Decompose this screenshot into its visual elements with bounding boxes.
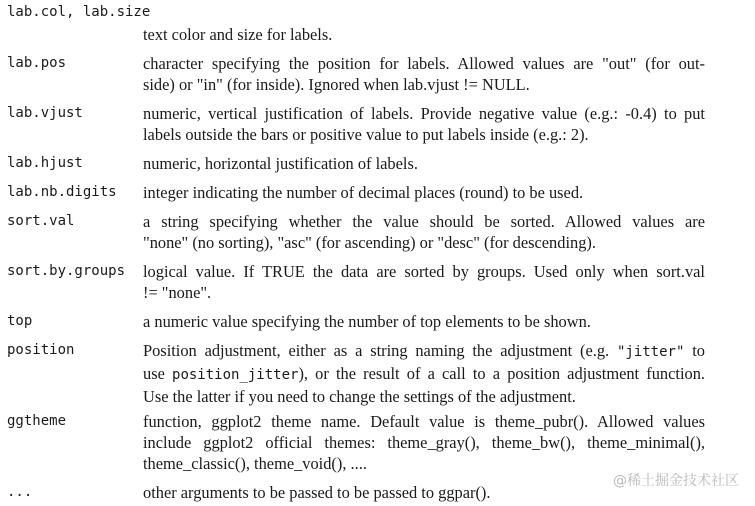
arg-desc-line: text color and size for labels. [143,25,333,44]
text-run: ), or the result of a call to a position adjustment function. [298,364,705,383]
arg-name-lab-pos: lab.pos [7,55,67,71]
arg-desc-sort-val [143,211,705,253]
arg-desc-line: integer indicating the number of decimal places (round) to be used. [143,183,584,202]
arg-desc-lab-hjust [143,153,705,174]
arg-desc-line: != "none". [143,283,212,302]
arg-desc-line: logical value. If TRUE the data are sorted by groups. Used only when sort.val [143,262,705,281]
code-position-jitter: position_jitter [172,367,299,383]
text-run: to [684,341,705,360]
arg-desc-line: numeric, horizontal justification of labels. [143,154,418,173]
text-run: Position adjustment, either as a string naming the adjustment (e.g. [143,341,617,360]
arg-desc-line: "none" (no sorting), "asc" (for ascending) or "desc" (for descending). [143,233,596,252]
arg-desc-line: function, ggplot2 theme name. Default value is theme_pubr(). Allowed values [143,412,705,431]
arg-desc-line: a numeric value specifying the number of top elements to be shown. [143,312,591,331]
watermark: @稀土掘金技术社区 [613,473,739,489]
arg-desc-position [143,340,705,407]
arg-name-lab-hjust: lab.hjust [7,155,83,171]
arg-desc-sort-by-groups [143,261,705,303]
arg-desc-line [143,363,705,386]
text-run: use [143,364,173,383]
arg-desc-top [143,311,705,332]
arg-name-ggtheme: ggtheme [7,413,67,429]
arg-name-sort-val: sort.val [7,213,75,229]
arg-desc-lab-vjust [143,103,705,145]
arg-desc-line: numeric, vertical justification of labels. Provide negative value (e.g.: -0.4) to put [143,104,705,123]
arg-desc-lab-pos [143,53,705,95]
arg-desc-line: other arguments to be passed to be passed to ggpar(). [143,483,491,502]
arg-desc-lab-nb-digits [143,182,705,203]
arg-name-lab-vjust: lab.vjust [7,105,83,121]
arg-name-top: top [7,313,33,329]
arg-desc-line [143,340,705,363]
arg-name-lab-col-size: lab.col, lab.size [7,4,151,20]
arg-desc-line: a string specifying whether the value should be sorted. Allowed values are [143,212,705,231]
arg-desc-ggtheme [143,411,705,474]
arg-desc-lab-col-size [143,24,705,45]
arg-desc-line: character specifying the position for labels. Allowed values are "out" (for out- [143,54,705,73]
arg-name-position: position [7,342,75,358]
arg-desc-line: theme_classic(), theme_void(), .... [143,454,367,473]
arg-name-sort-by-groups: sort.by.groups [7,263,126,279]
arg-desc-line: labels outside the bars or positive value to put labels inside (e.g.: 2). [143,125,589,144]
arg-name-lab-nb-digits: lab.nb.digits [7,184,117,200]
code-jitter: "jitter" [616,344,685,360]
arg-desc-line: include ggplot2 official themes: theme_gray(), theme_bw(), theme_minimal(), [143,433,705,452]
arg-desc-line: side) or "in" (for inside). Ignored when lab.vjust != NULL. [143,75,530,94]
arg-desc-line: Use the latter if you need to change the settings of the adjustment. [143,387,576,406]
arg-name-dots: ... [7,484,33,500]
